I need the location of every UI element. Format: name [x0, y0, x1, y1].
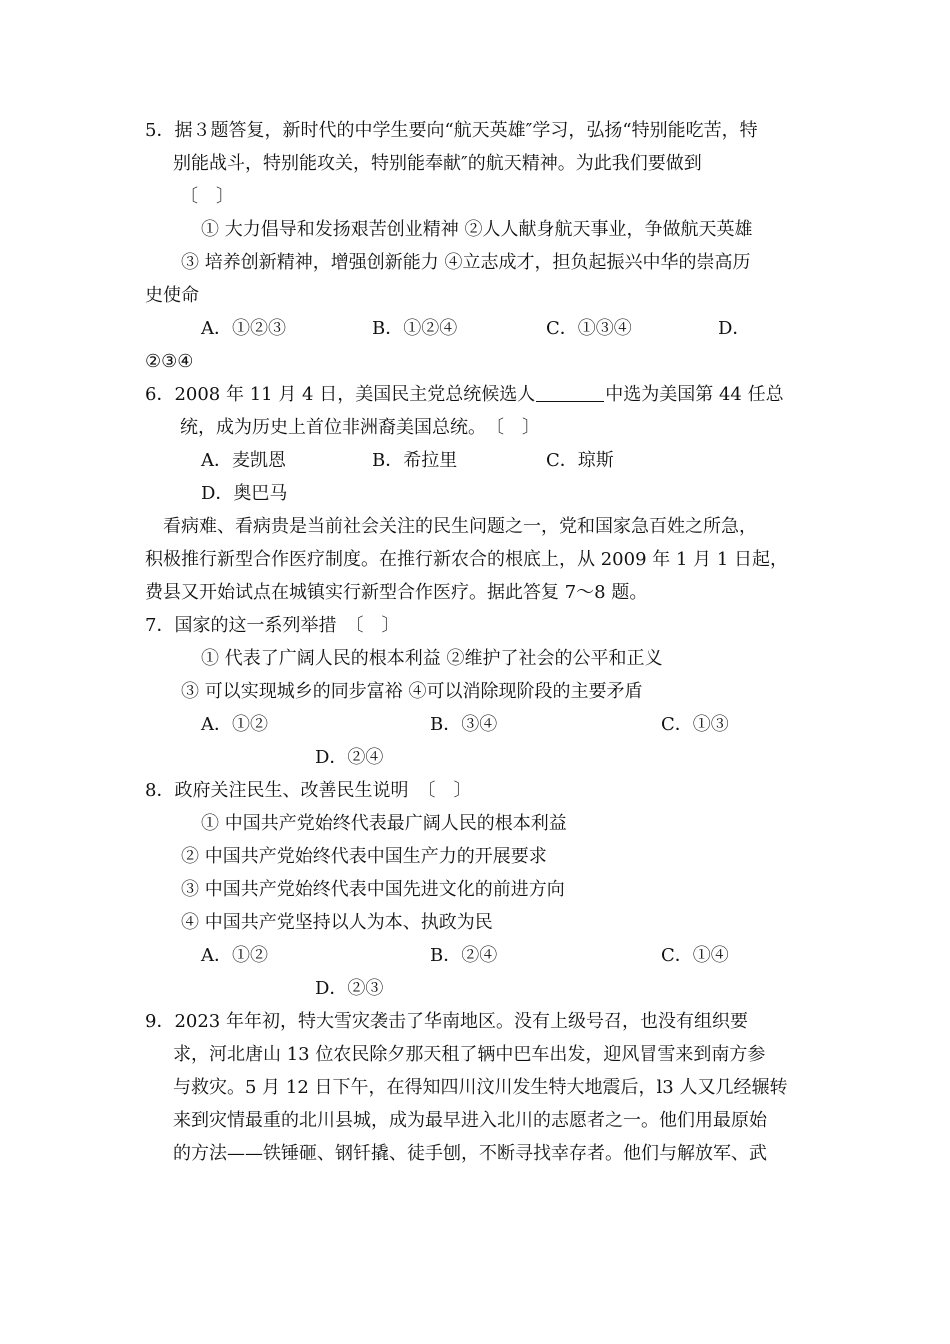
- q8-item-1: ① 中国共产党始终代表最广阔人民的根本利益: [201, 813, 567, 834]
- q5-items-1-2: ① 大力倡导和发扬艰苦创业精神 ②人人献身航天事业，争做航天英雄: [201, 219, 753, 240]
- q5-items-3-4: ③ 培养创新精神，增强创新能力 ④立志成才，担负起振兴中华的崇高历: [181, 252, 751, 273]
- q8-option-b: B．②④: [430, 945, 498, 966]
- q6-option-a: A．麦凯恩: [201, 450, 286, 471]
- q7-option-a: A．①②: [201, 714, 268, 735]
- q9-stem-line-4: 来到灾情最重的北川县城，成为最早进入北川的志愿者之一。他们用最原始: [173, 1110, 767, 1131]
- q6-option-c: C．琼斯: [546, 450, 614, 471]
- q7-stem: 7．国家的这一系列举措 〔 〕: [145, 615, 400, 636]
- q8-option-d: D．②③: [315, 978, 384, 999]
- q5-answer-paren: 〔 〕: [180, 186, 234, 207]
- q6-option-d: D．奥巴马: [201, 483, 288, 504]
- q5-option-a: A．①②③: [201, 318, 286, 339]
- q7-items-1-2: ① 代表了广阔人民的根本利益 ②维护了社会的公平和正义: [201, 648, 663, 669]
- q8-item-2: ② 中国共产党始终代表中国生产力的开展要求: [181, 846, 547, 867]
- material-line-1: 看病难、看病贵是当前社会关注的民生问题之一，党和国家急百姓之所急，: [163, 516, 757, 537]
- q9-stem-line-5: 的方法——铁锤砸、钢钎撬、徒手刨，不断寻找幸存者。他们与解放军、武: [173, 1143, 767, 1164]
- q5-option-d-value: ②③④: [145, 351, 194, 372]
- q5-option-c: C．①③④: [546, 318, 632, 339]
- q6-fill-blank: [536, 381, 604, 402]
- q5-stem-line-1: 5．据３题答复，新时代的中学生要向“航天英雄″学习，弘扬“特别能吃苦，特: [145, 120, 758, 141]
- q8-option-a: A．①②: [201, 945, 268, 966]
- q6-stem-post: 中选为美国第 44 任总: [605, 384, 784, 405]
- q9-stem-line-3: 与救灾。5 月 12 日下午，在得知四川汶川发生特大地震后，l3 人又几经辗转: [173, 1077, 788, 1098]
- material-line-3: 费县又开始试点在城镇实行新型合作医疗。据此答复 7～8 题。: [145, 582, 648, 603]
- q9-stem-line-2: 求，河北唐山 13 位农民除夕那天租了辆中巴车出发，迎风冒雪来到南方参: [173, 1044, 766, 1065]
- q7-option-b: B．③④: [430, 714, 498, 735]
- q6-option-b: B．希拉里: [372, 450, 458, 471]
- q5-stem-line-2: 别能战斗，特别能攻关，特别能奉献″的航天精神。为此我们要做到: [173, 153, 702, 174]
- q8-option-c: C．①④: [661, 945, 729, 966]
- q8-item-3: ③ 中国共产党始终代表中国先进文化的前进方向: [181, 879, 565, 900]
- q8-stem: 8．政府关注民生、改善民生说明 〔 〕: [145, 780, 472, 801]
- q6-stem-line-1: [145, 378, 784, 411]
- q5-items-3-4-cont: 史使命: [145, 285, 199, 306]
- q6-stem-line-2: 统，成为历史上首位非洲裔美国总统。 〔 〕: [180, 417, 540, 438]
- q9-stem-line-1: 9．2023 年年初，特大雪灾袭击了华南地区。没有上级号召，也没有组织要: [145, 1011, 748, 1032]
- q7-option-c: C．①③: [661, 714, 729, 735]
- material-line-2: 积极推行新型合作医疗制度。在推行新农合的根底上，从 2009 年 1 月 1 日起，: [145, 549, 789, 570]
- q7-option-d: D．②④: [315, 747, 384, 768]
- q8-item-4: ④ 中国共产党坚持以人为本、执政为民: [181, 912, 493, 933]
- q7-items-3-4: ③ 可以实现城乡的同步富裕 ④可以消除现阶段的主要矛盾: [181, 681, 643, 702]
- q6-stem-pre: 6．2008 年 11 月 4 日，美国民主党总统候选人: [145, 384, 536, 405]
- q5-option-b: B．①②④: [372, 318, 458, 339]
- q5-option-d-label: D．: [718, 318, 751, 339]
